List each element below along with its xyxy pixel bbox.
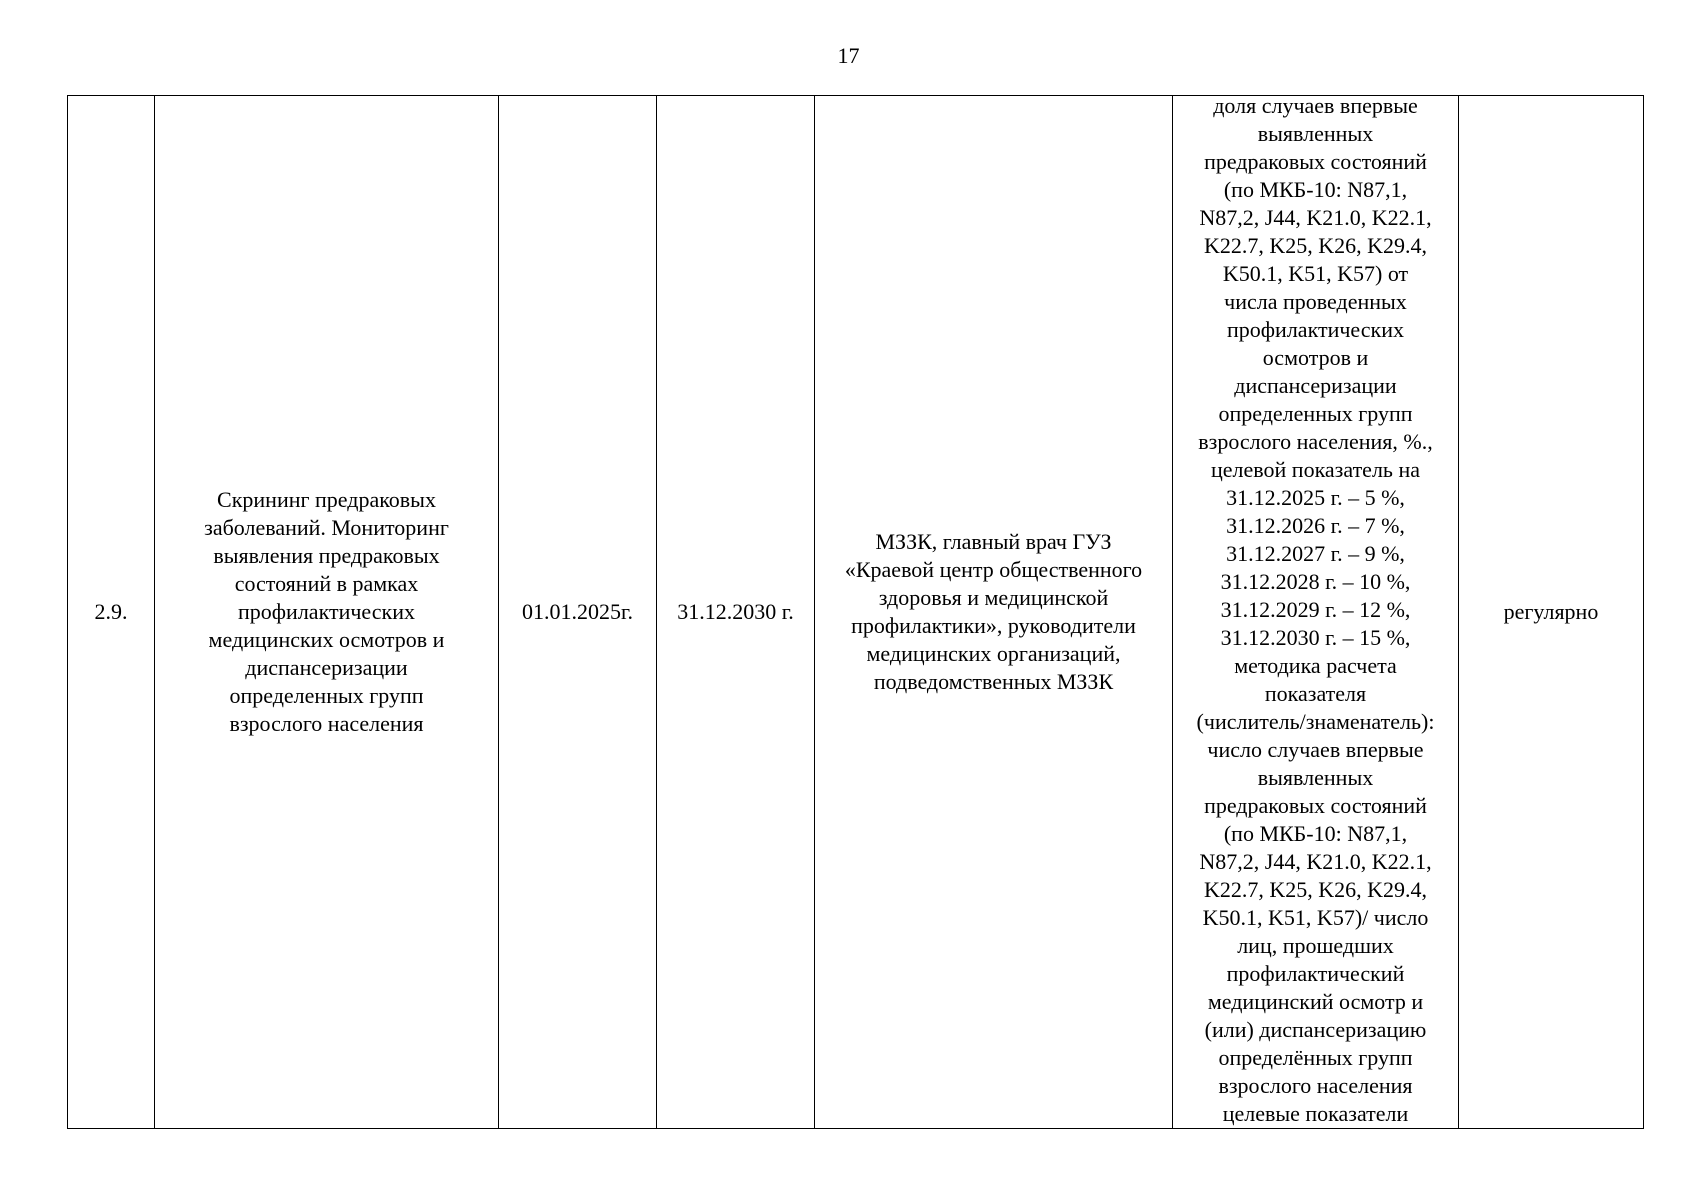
indicator-cell [1173, 96, 1459, 1129]
start-date-cell [499, 96, 657, 1129]
table-row [68, 96, 1644, 1129]
responsible-executors: МЗЗК, главный врач ГУЗ «Краевой центр общественного здоровья и медицинской профилактики», руководители медицинских организаций, подведомственных МЗЗК [844, 529, 1143, 694]
page-number: 17 [837, 43, 860, 68]
responsible-cell [815, 96, 1173, 1129]
event-name-cell [155, 96, 499, 1129]
start-date: 01.01.2025г. [521, 599, 634, 624]
indicator-text: доля случаев впервые выявленных предраковых состояний (по МКБ-10: N87,1, N87,2, J44, K21.0, K22.1, K22.7, K25, K26, K29.4, K50.1, K51, K57) от числа проведенных профилактических осмотров и диспансеризации определенных групп взрослого населения, %., целевой показатель на 31.12.2025 г. – 5 %, 31.12.2026 г. – 7 %, 31.12.2027 г. – 9 %, 31.12.2028 г. – 10 %, 31.12.2029 г. – 12 %, 31.12.2030 г. – 15 %, методика расчета показателя (числитель/знаменатель): число случаев впервые выявленных предраковых состояний (по МКБ-10: N87,1, N87,2, J44, K21.0, K22.1, K22.7, K25, K26, K29.4, K50.1, K51, K57)/ число лиц, прошедших профилактический медицинский осмотр и (или) диспансеризацию определённых групп взрослого населения целевые показатели [1196, 95, 1435, 1126]
row-number: 2.9. [94, 599, 128, 624]
end-date-cell [657, 96, 815, 1129]
plan-table [67, 95, 1644, 1129]
event-name: Скрининг предраковых заболеваний. Мониторинг выявления предраковых состояний в рамках профилактических медицинских осмотров и диспансеризации определенных групп взрослого населения [204, 487, 449, 736]
periodicity-cell [1459, 96, 1644, 1129]
end-date: 31.12.2030 г. [677, 599, 794, 624]
row-number-cell [68, 96, 155, 1129]
periodicity: регулярно [1503, 599, 1599, 624]
